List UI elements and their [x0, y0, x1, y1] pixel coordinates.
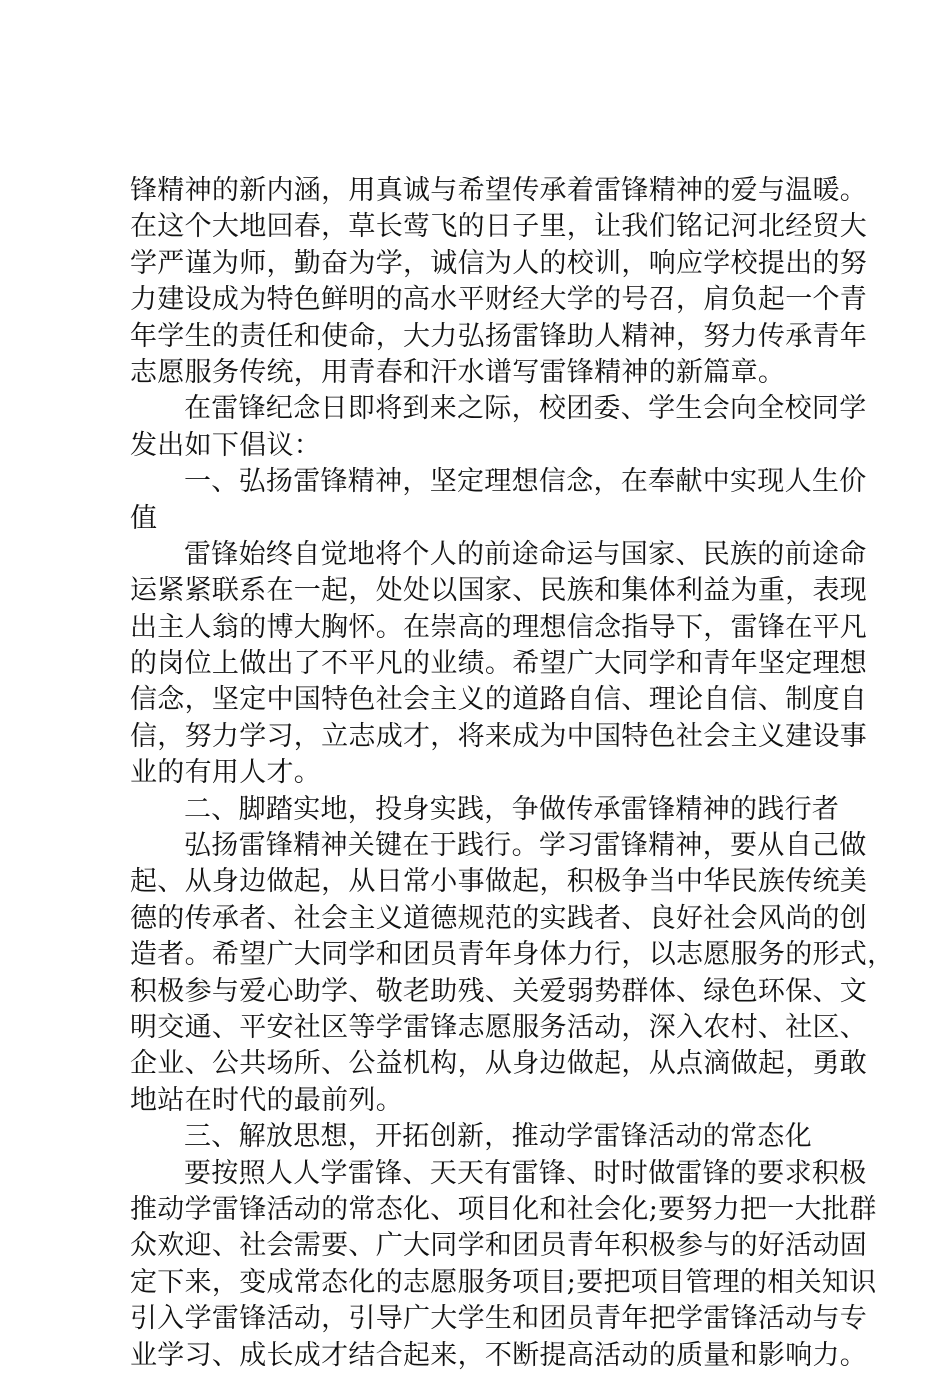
paragraph-first-line: 要按照人人学雷锋、天天有雷锋、时时做雷锋的要求积极: [184, 1157, 867, 1189]
text-line: 的岗位上做出了不平凡的业绩。希望广大同学和青年坚定理想: [130, 648, 868, 680]
text-line: 年学生的责任和使命，大力弘扬雷锋助人精神，努力传承青年: [130, 320, 868, 352]
text-line: 明交通、平安社区等学雷锋志愿服务活动，深入农村、社区、: [130, 1011, 868, 1043]
text-line: 锋精神的新内涵，用真诚与希望传承着雷锋精神的爱与温暖。: [130, 175, 868, 206]
paragraph-first-line: 雷锋始终自觉地将个人的前途命运与国家、民族的前途命: [184, 538, 867, 570]
text-line: 德的传承者、社会主义道德规范的实践者、良好社会风尚的创: [130, 902, 868, 934]
text-line: 地站在时代的最前列。: [130, 1084, 403, 1116]
text-line: 起、从身边做起，从日常小事做起，积极争当中华民族传统美: [130, 866, 868, 898]
text-line: 信，努力学习，立志成才，将来成为中国特色社会主义建设事: [130, 720, 868, 752]
text-line: 推动学雷锋活动的常态化、项目化和社会化;要努力把一大批群: [130, 1193, 877, 1225]
paragraph-first-line: 弘扬雷锋精神关键在于践行。学习雷锋精神，要从自己做: [184, 830, 867, 862]
text-line: 在这个大地回春，草长莺飞的日子里，让我们铭记河北经贸大: [130, 211, 868, 243]
text-line: 学严谨为师，勤奋为学，诚信为人的校训，响应学校提出的努: [130, 247, 868, 279]
section-heading-2: 二、脚踏实地，投身实践，争做传承雷锋精神的践行者: [184, 793, 840, 825]
text-line: 信念，坚定中国特色社会主义的道路自信、理论自信、制度自: [130, 684, 868, 716]
section-heading-1: 一、弘扬雷锋精神，坚定理想信念，在奉献中实现人生价: [184, 466, 867, 498]
text-line: 力建设成为特色鲜明的高水平财经大学的号召，肩负起一个青: [130, 284, 868, 316]
text-line: 造者。希望广大同学和团员青年身体力行，以志愿服务的形式，: [130, 939, 895, 971]
document-body: [130, 173, 895, 1374]
text-line: 发出如下倡议：: [130, 429, 322, 461]
text-line: 引入学雷锋活动，引导广大学生和团员青年把学雷锋活动与专: [130, 1303, 868, 1335]
text-line: 运紧紧联系在一起，处处以国家、民族和集体利益为重，表现: [130, 575, 868, 607]
paragraph-first-line: 在雷锋纪念日即将到来之际，校团委、学生会向全校同学: [184, 393, 867, 425]
text-line: 业学习、成长成才结合起来，不断提高活动的质量和影响力。: [130, 1339, 868, 1371]
text-line: 志愿服务传统，用青春和汗水谱写雷锋精神的新篇章。: [130, 356, 786, 388]
text-line: 企业、公共场所、公益机构，从身边做起，从点滴做起，勇敢: [130, 1048, 868, 1080]
text-line: 定下来，变成常态化的志愿服务项目;要把项目管理的相关知识: [130, 1266, 877, 1298]
text-line: 出主人翁的博大胸怀。在崇高的理想信念指导下，雷锋在平凡: [130, 611, 868, 643]
section-heading-3: 三、解放思想，开拓创新，推动学雷锋活动的常态化: [184, 1121, 812, 1153]
text-line: 业的有用人才。: [130, 757, 322, 789]
text-line: 积极参与爱心助学、敬老助残、关爱弱势群体、绿色环保、文: [130, 975, 868, 1007]
section-heading-1-continued: 值: [130, 502, 158, 534]
text-line: 众欢迎、社会需要、广大同学和团员青年积极参与的好活动固: [130, 1230, 868, 1262]
